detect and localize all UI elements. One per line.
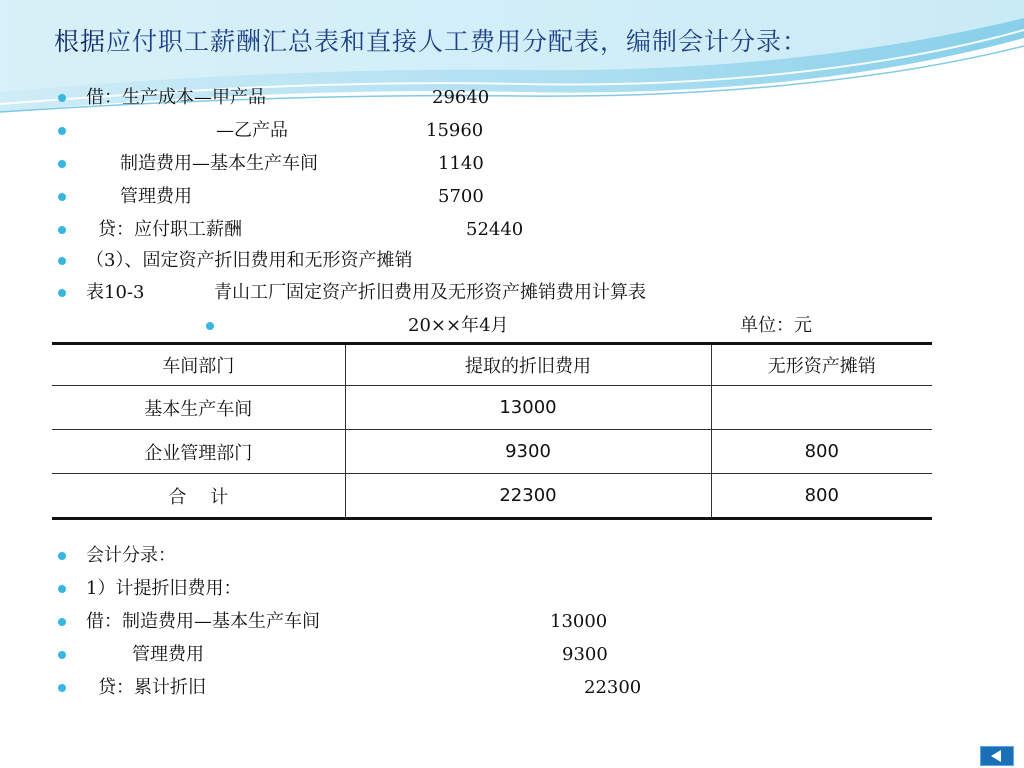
table-cell: 800 [711, 430, 932, 474]
table-unit: 单位：元 [740, 315, 812, 336]
slide-title [54, 22, 808, 58]
entry-amount: 5700 [438, 186, 484, 207]
bullet-icon [206, 322, 214, 330]
entry-amount: 13000 [550, 611, 608, 632]
entry-account: 管理费用 [132, 644, 204, 665]
bullet-icon [58, 552, 66, 560]
entry-account: 贷：累计折旧 [98, 677, 206, 698]
depreciation-table [52, 342, 932, 520]
table-row [52, 430, 932, 474]
bullet-icon [58, 193, 66, 201]
entry-account: 制造费用—基本生产车间 [120, 153, 318, 174]
entry-amount: 22300 [584, 677, 642, 698]
bullet-icon [58, 226, 66, 234]
column-header: 提取的折旧费用 [345, 344, 711, 386]
entry-amount: 9300 [562, 644, 608, 665]
journal-heading: 会计分录： [86, 545, 176, 566]
entry-amount: 52440 [466, 219, 524, 240]
table-cell: 22300 [345, 474, 711, 519]
table-cell: 合 计 [52, 474, 345, 519]
entry-account: 借：制造费用—基本生产车间 [86, 611, 320, 632]
table-cell: 企业管理部门 [52, 430, 345, 474]
table-cell: 9300 [345, 430, 711, 474]
previous-slide-button[interactable] [980, 746, 1014, 766]
table-total-row [52, 474, 932, 519]
table-cell [711, 386, 932, 430]
bullet-icon [58, 618, 66, 626]
bullet-icon [58, 257, 66, 265]
bullet-icon [58, 289, 66, 297]
slide-title-rest: 应付职工薪酬汇总表和直接人工费用分配表，编制会计分录： [106, 27, 809, 56]
table-cell: 800 [711, 474, 932, 519]
entry-amount: 1140 [438, 153, 484, 174]
entry-account: 借：生产成本—甲产品 [86, 87, 266, 108]
section-heading: （3）、固定资产折旧费用和无形资产摊销 [86, 250, 413, 271]
table-caption: 青山工厂固定资产折旧费用及无形资产摊销费用计算表 [214, 282, 646, 303]
back-arrow-icon [991, 750, 1001, 762]
bullet-icon [58, 127, 66, 135]
table-cell: 基本生产车间 [52, 386, 345, 430]
bullet-icon [58, 684, 66, 692]
table-cell: 13000 [345, 386, 711, 430]
slide-title-lead: 根据 [54, 27, 107, 56]
bullet-icon [58, 585, 66, 593]
table-date: 20××年4月 [408, 315, 509, 336]
entry-account: 管理费用 [120, 186, 192, 207]
journal-subheading: 1）计提折旧费用： [86, 578, 242, 599]
entry-amount: 15960 [426, 120, 484, 141]
table-row [52, 386, 932, 430]
bullet-icon [58, 651, 66, 659]
entry-account: 贷：应付职工薪酬 [98, 219, 242, 240]
table-header-row [52, 344, 932, 386]
column-header: 车间部门 [52, 344, 345, 386]
bullet-icon [58, 160, 66, 168]
table-number: 表10-3 [86, 282, 145, 303]
entry-account: —乙产品 [216, 120, 288, 141]
entry-amount: 29640 [432, 87, 490, 108]
bullet-icon [58, 94, 66, 102]
column-header: 无形资产摊销 [711, 344, 932, 386]
